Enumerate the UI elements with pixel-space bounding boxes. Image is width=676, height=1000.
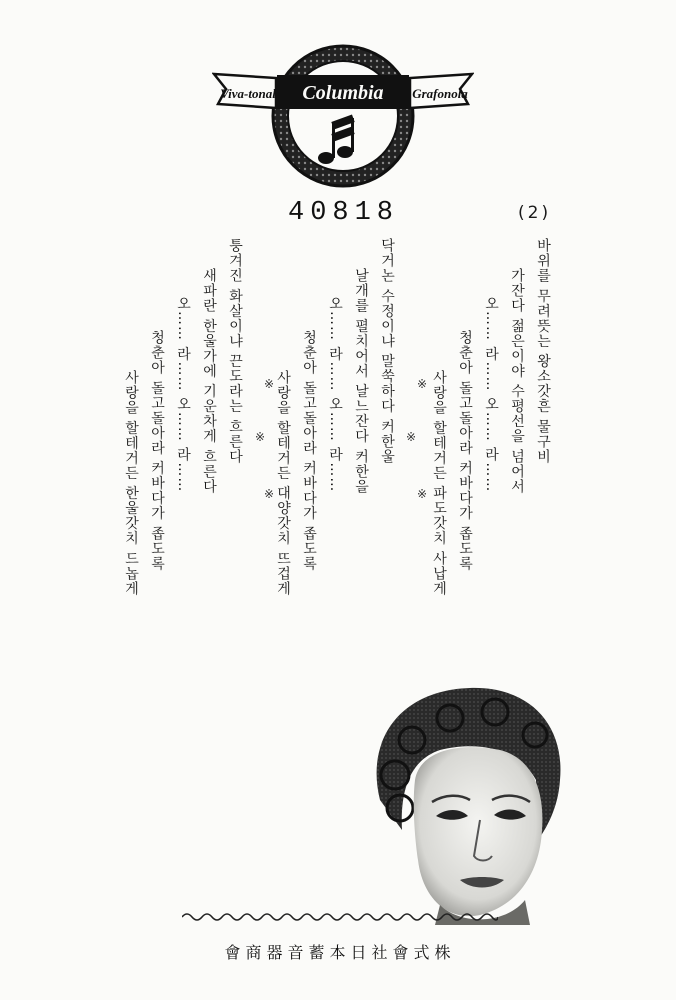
lyric-line: 청춘아 돌고돌아라 커바다가 좁도록: [149, 330, 165, 572]
left-ribbon-text: Viva-tonal: [220, 86, 276, 101]
lyric-line: 사랑을 할테거든 파도갓치 사납게: [431, 370, 447, 597]
brand-name: Columbia: [302, 82, 384, 104]
singer-portrait: [360, 680, 570, 925]
lyric-line: 오…… 라…… 오…… 라……: [175, 296, 191, 493]
separator-mark: ※: [264, 377, 275, 391]
separator-mark: ※: [417, 487, 428, 501]
lyric-line: 가잔다 젊은이야 수평선을 넘어서: [509, 268, 525, 495]
lyric-line: 청춘아 돌고돌아라 커바다가 좁도록: [457, 330, 473, 572]
publisher-footer: 會商器音蓄本日社會式株: [224, 943, 456, 962]
separator-mark: ※: [264, 487, 275, 501]
separator-mark: ※: [417, 377, 428, 391]
lyric-line: 새파란 한울가에 기운차게 흐른다: [201, 268, 217, 495]
columbia-logo: [212, 40, 474, 190]
lyric-line: 사랑을 할테거든 한울갓치 드놉게: [123, 370, 139, 597]
wavy-divider: [182, 910, 498, 924]
lyric-line: 닥거논 수정이냐 말쑥하다 커한울: [379, 238, 395, 465]
lyric-line: 사랑을 할테거든 대양갓치 뜨겁게: [275, 370, 291, 597]
lyric-line: 오…… 라…… 오…… 라……: [327, 296, 343, 493]
side-number: (2): [518, 203, 552, 223]
lyric-line: 퉁겨진 화살이냐 끈도라는 흐른다: [227, 238, 243, 465]
separator-mark: ※: [255, 430, 266, 444]
lyric-line: 바위를 무려뜻는 왕소갓흔 물구비: [535, 238, 551, 465]
separator-mark: ※: [406, 430, 417, 444]
lyric-line: 청춘아 돌고돌아라 커바다가 좁도록: [301, 330, 317, 572]
catalog-number: 40818: [288, 198, 400, 228]
lyric-line: 날개를 펼치어서 날느잔다 커한을: [353, 268, 369, 495]
right-ribbon-text: Grafonola: [412, 86, 468, 101]
lyric-line: 오…… 라…… 오…… 라……: [483, 296, 499, 493]
